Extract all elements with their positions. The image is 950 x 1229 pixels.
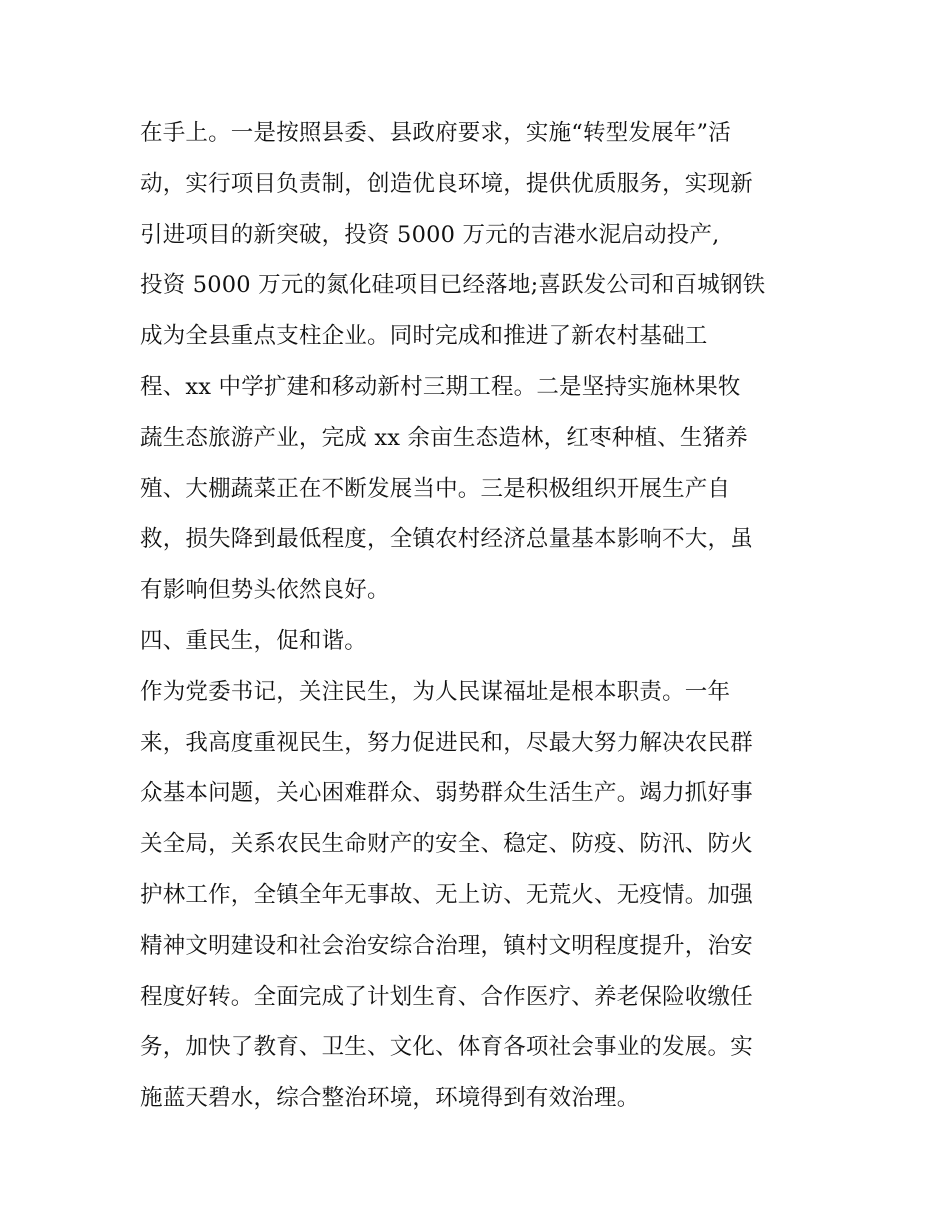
text-line: 在手上。一是按照县委、县政府要求，实施“转型发展年”活	[140, 120, 731, 146]
document-body	[140, 108, 820, 1124]
text-line: 精神文明建设和社会治安综合治理，镇村文明程度提升，治安	[140, 932, 753, 959]
text-line: 来，我高度重视民生，努力促进民和，尽最大努力解决农民群	[140, 729, 753, 756]
text-line: 投资 5000 万元的氮化硅项目已经落地;喜跃发公司和百城钢铁	[140, 272, 766, 299]
text-line: 殖、大棚蔬菜正在不断发展当中。三是积极组织开展生产自	[140, 475, 731, 502]
text-line: 众基本问题，关心困难群众、弱势群众生活生产。竭力抓好事	[140, 780, 753, 807]
text-line: 蔬生态旅游产业，完成 xx 余亩生态造林，红枣种植、生猪养	[140, 424, 748, 451]
text-line: 引进项目的新突破，投资 5000 万元的吉港水泥启动投产,	[140, 221, 720, 248]
section-heading: 四、重民生，促和谐。	[140, 627, 368, 654]
text-line: 动，实行项目负责制，创造优良环境，提供优质服务，实现新	[140, 170, 753, 197]
text-line: 成为全县重点支柱企业。同时完成和推进了新农村基础工	[140, 323, 708, 350]
text-line: 务，加快了教育、卫生、文化、体育各项社会事业的发展。实	[140, 1034, 753, 1061]
text-line: 施蓝天碧水，综合整治环境，环境得到有效治理。	[140, 1085, 640, 1112]
text-line: 救，损失降到最低程度，全镇农村经济总量基本影响不大，虽	[140, 526, 753, 553]
text-line: 关全局，关系农民生命财产的安全、稳定、防疫、防汛、防火	[140, 831, 753, 858]
text-line: 护林工作，全镇全年无事故、无上访、无荒火、无疫情。加强	[140, 881, 753, 908]
text-line: 程、xx 中学扩建和移动新村三期工程。二是坚持实施林果牧	[140, 373, 741, 400]
text-line: 有影响但势头依然良好。	[140, 577, 390, 604]
text-line: 程度好转。全面完成了计划生育、合作医疗、养老保险收缴任	[140, 983, 753, 1010]
text-line: 作为党委书记，关注民生，为人民谋福址是根本职责。一年	[140, 678, 731, 705]
